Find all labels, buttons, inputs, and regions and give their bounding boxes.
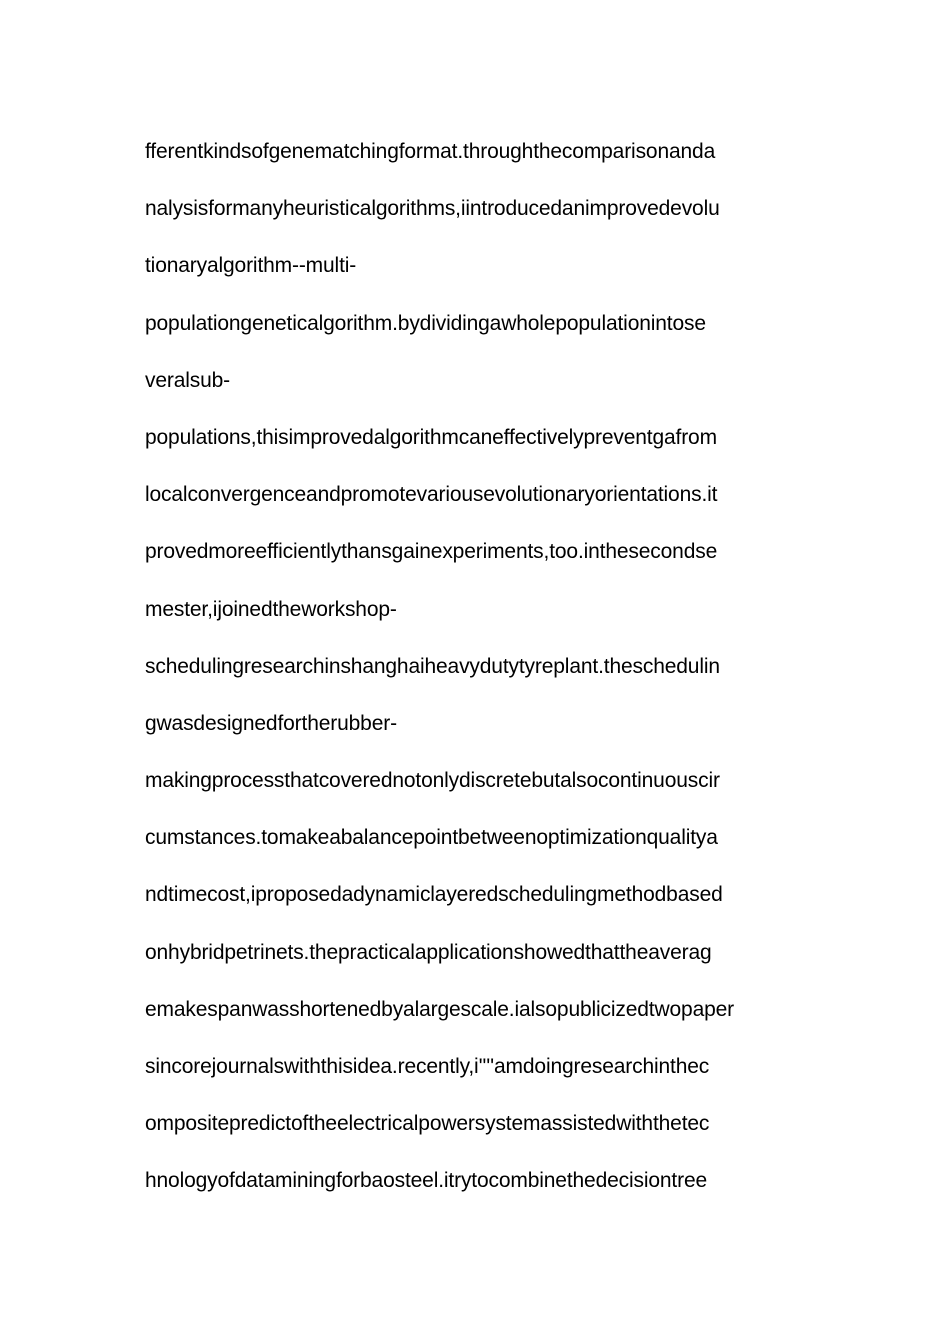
text-line: ndtimecost,iproposedadynamiclayeredschedulingmethodbased	[145, 883, 723, 907]
text-line: populationgeneticalgorithm.bydividingawholepopulationintose	[145, 311, 706, 335]
text-line: gwasdesignedfortherubber-	[145, 711, 397, 735]
text-line: populations,thisimprovedalgorithmcaneffectivelypreventgafrom	[145, 425, 717, 449]
text-line: ompositepredictoftheelectricalpowersystemassistedwiththetec	[145, 1112, 710, 1136]
body-text	[145, 132, 825, 1219]
text-line: localconvergenceandpromotevariousevolutionaryorientations.it	[145, 483, 718, 507]
text-line: provedmoreefficientlythansgainexperiments,too.inthesecondse	[145, 540, 718, 564]
text-line: emakespanwasshortenedbyalargescale.ialsopublicizedtwopaper	[145, 997, 735, 1021]
text-line: sincorejournalswiththisidea.recently,i''''amdoingresearchinthec	[145, 1055, 710, 1078]
text-line: veralsub-	[145, 368, 231, 392]
text-line: mester,ijoinedtheworkshop-	[145, 597, 397, 621]
text-line: nalysisformanyheuristicalgorithms,iintroducedanimprovedevolu	[145, 197, 720, 221]
text-line: onhybridpetrinets.thepracticalapplicationshowedthattheaverag	[145, 940, 712, 964]
text-line: makingprocessthatcoverednotonlydiscretebutalsocontinuouscir	[145, 769, 720, 793]
text-line: hnologyofdataminingforbaosteel.itrytocombinethedecisiontree	[145, 1169, 708, 1193]
text-line: cumstances.tomakeabalancepointbetweenoptimizationqualitya	[145, 826, 718, 850]
text-line: fferentkindsofgenematchingformat.throughthecomparisonanda	[145, 140, 716, 163]
text-line: tionaryalgorithm--multi-	[145, 254, 357, 278]
text-line: schedulingresearchinshanghaiheavydutytyreplant.theschedulin	[145, 654, 720, 678]
